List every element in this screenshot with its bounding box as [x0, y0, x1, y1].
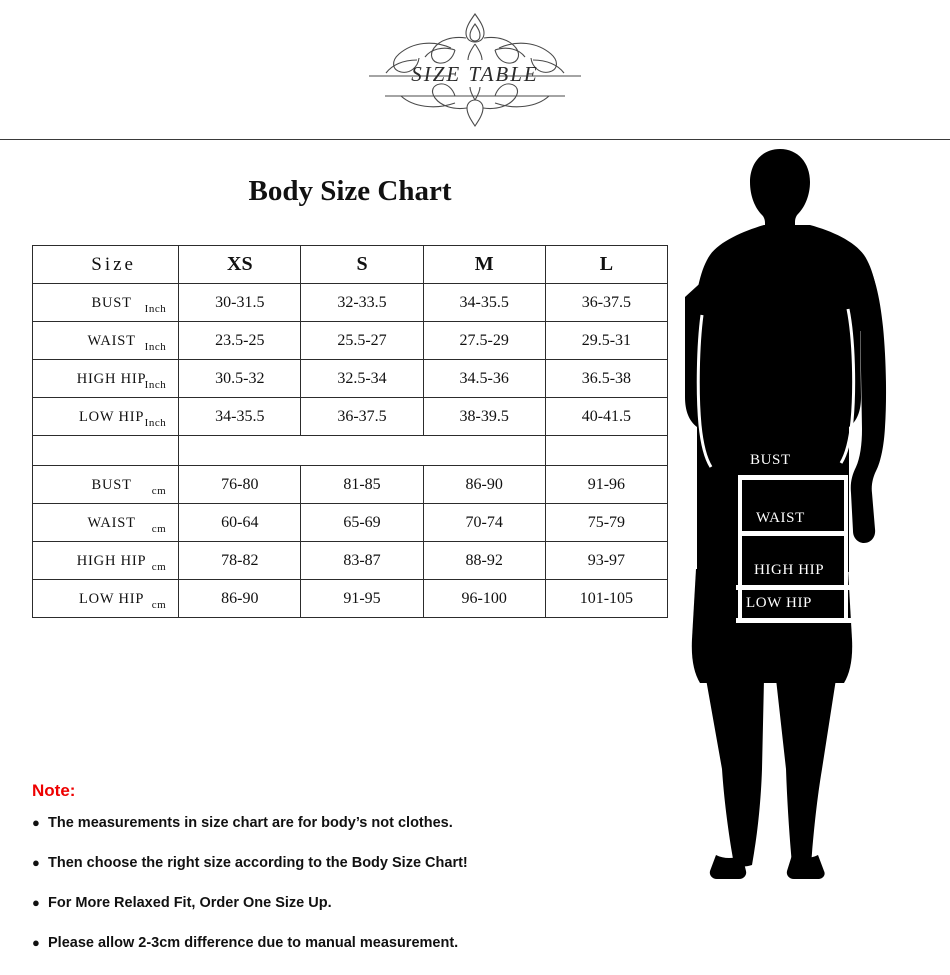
figure-label-waist: WAIST	[756, 510, 805, 526]
size-chart-table	[32, 245, 668, 618]
measure-guide-left	[738, 475, 742, 620]
cell-bust-cm-m: 86-90	[423, 466, 545, 504]
list-item	[32, 935, 672, 952]
cell-waist-inch-l: 29.5-31	[545, 322, 667, 360]
spacer-cell	[301, 436, 423, 466]
column-header-xs: XS	[179, 246, 301, 284]
cell-low-hip-inch-m: 38-39.5	[423, 398, 545, 436]
cell-waist-cm-m: 70-74	[423, 504, 545, 542]
table-row	[33, 580, 668, 618]
note-text: For More Relaxed Fit, Order One Size Up.	[48, 894, 332, 911]
cell-waist-inch-s: 25.5-27	[301, 322, 423, 360]
cell-low-hip-inch-xs: 34-35.5	[179, 398, 301, 436]
cell-bust-cm-xs: 76-80	[179, 466, 301, 504]
table-header-row	[33, 246, 668, 284]
row-label-low-hip-cm: LOW HIP cm	[33, 580, 179, 618]
figure-label-high-hip: HIGH HIP	[754, 562, 825, 578]
figure-label-low-hip: LOW HIP	[746, 595, 813, 611]
cell-bust-cm-l: 91-96	[545, 466, 667, 504]
list-item	[32, 855, 672, 872]
cell-waist-cm-xs: 60-64	[179, 504, 301, 542]
column-header-m: M	[423, 246, 545, 284]
cell-high-hip-inch-s: 32.5-34	[301, 360, 423, 398]
table-spacer-row	[33, 436, 668, 466]
main-content	[0, 139, 950, 951]
note-text: Please allow 2-3cm difference due to manual measurement.	[48, 934, 459, 951]
list-item	[32, 895, 672, 912]
list-item	[32, 815, 672, 832]
cell-bust-inch-l: 36-37.5	[545, 284, 667, 322]
cell-low-hip-inch-s: 36-37.5	[301, 398, 423, 436]
cell-high-hip-cm-s: 83-87	[301, 542, 423, 580]
cell-waist-cm-s: 65-69	[301, 504, 423, 542]
bullet-icon: ●	[32, 854, 40, 870]
table-row	[33, 398, 668, 436]
note-heading: Note:	[32, 781, 76, 800]
page-title: SIZE TABLE	[411, 62, 539, 86]
table-row	[33, 504, 668, 542]
bust-measure-line	[738, 475, 848, 480]
waist-measure-line	[740, 531, 848, 536]
table-row	[33, 466, 668, 504]
high-hip-measure-line	[736, 585, 854, 590]
spacer-cell	[423, 436, 545, 466]
table-row	[33, 322, 668, 360]
note-text: The measurements in size chart are for body’s not clothes.	[48, 815, 453, 831]
female-body-silhouette-icon	[672, 139, 950, 887]
row-label-bust-cm: BUST cm	[33, 466, 179, 504]
bullet-icon: ●	[32, 815, 40, 830]
row-label-low-hip-inch: LOW HIP Inch	[33, 398, 179, 436]
spacer-cell	[33, 436, 179, 466]
note-list	[32, 815, 672, 975]
table-row	[33, 360, 668, 398]
cell-high-hip-cm-m: 88-92	[423, 542, 545, 580]
cell-bust-inch-s: 32-33.5	[301, 284, 423, 322]
cell-low-hip-cm-xs: 86-90	[179, 580, 301, 618]
column-header-l: L	[545, 246, 667, 284]
spacer-cell	[545, 436, 667, 466]
cell-high-hip-inch-l: 36.5-38	[545, 360, 667, 398]
row-label-waist-cm: WAIST cm	[33, 504, 179, 542]
cell-low-hip-cm-l: 101-105	[545, 580, 667, 618]
cell-low-hip-cm-m: 96-100	[423, 580, 545, 618]
body-figure	[672, 139, 950, 887]
cell-waist-inch-m: 27.5-29	[423, 322, 545, 360]
measure-guide-right	[844, 475, 848, 620]
cell-high-hip-cm-xs: 78-82	[179, 542, 301, 580]
page-header	[0, 0, 950, 139]
spacer-cell	[179, 436, 301, 466]
column-header-s: S	[301, 246, 423, 284]
chart-title: Body Size Chart	[248, 175, 452, 207]
cell-high-hip-cm-l: 93-97	[545, 542, 667, 580]
row-label-high-hip-cm: HIGH HIP cm	[33, 542, 179, 580]
cell-low-hip-cm-s: 91-95	[301, 580, 423, 618]
low-hip-measure-line	[736, 618, 858, 623]
cell-bust-inch-m: 34-35.5	[423, 284, 545, 322]
cell-bust-inch-xs: 30-31.5	[179, 284, 301, 322]
row-label-bust-inch: BUST Inch	[33, 284, 179, 322]
bullet-icon: ●	[32, 894, 40, 910]
cell-bust-cm-s: 81-85	[301, 466, 423, 504]
cell-high-hip-inch-m: 34.5-36	[423, 360, 545, 398]
cell-waist-cm-l: 75-79	[545, 504, 667, 542]
column-header-size: Size	[33, 246, 179, 284]
table-row	[33, 284, 668, 322]
figure-label-bust: BUST	[750, 452, 791, 468]
cell-waist-inch-xs: 23.5-25	[179, 322, 301, 360]
cell-low-hip-inch-l: 40-41.5	[545, 398, 667, 436]
bullet-icon: ●	[32, 934, 40, 950]
cell-high-hip-inch-xs: 30.5-32	[179, 360, 301, 398]
row-label-high-hip-inch: HIGH HIP Inch	[33, 360, 179, 398]
row-label-waist-inch: WAIST Inch	[33, 322, 179, 360]
note-text: Then choose the right size according to the Body Size Chart!	[48, 854, 468, 871]
table-row	[33, 542, 668, 580]
